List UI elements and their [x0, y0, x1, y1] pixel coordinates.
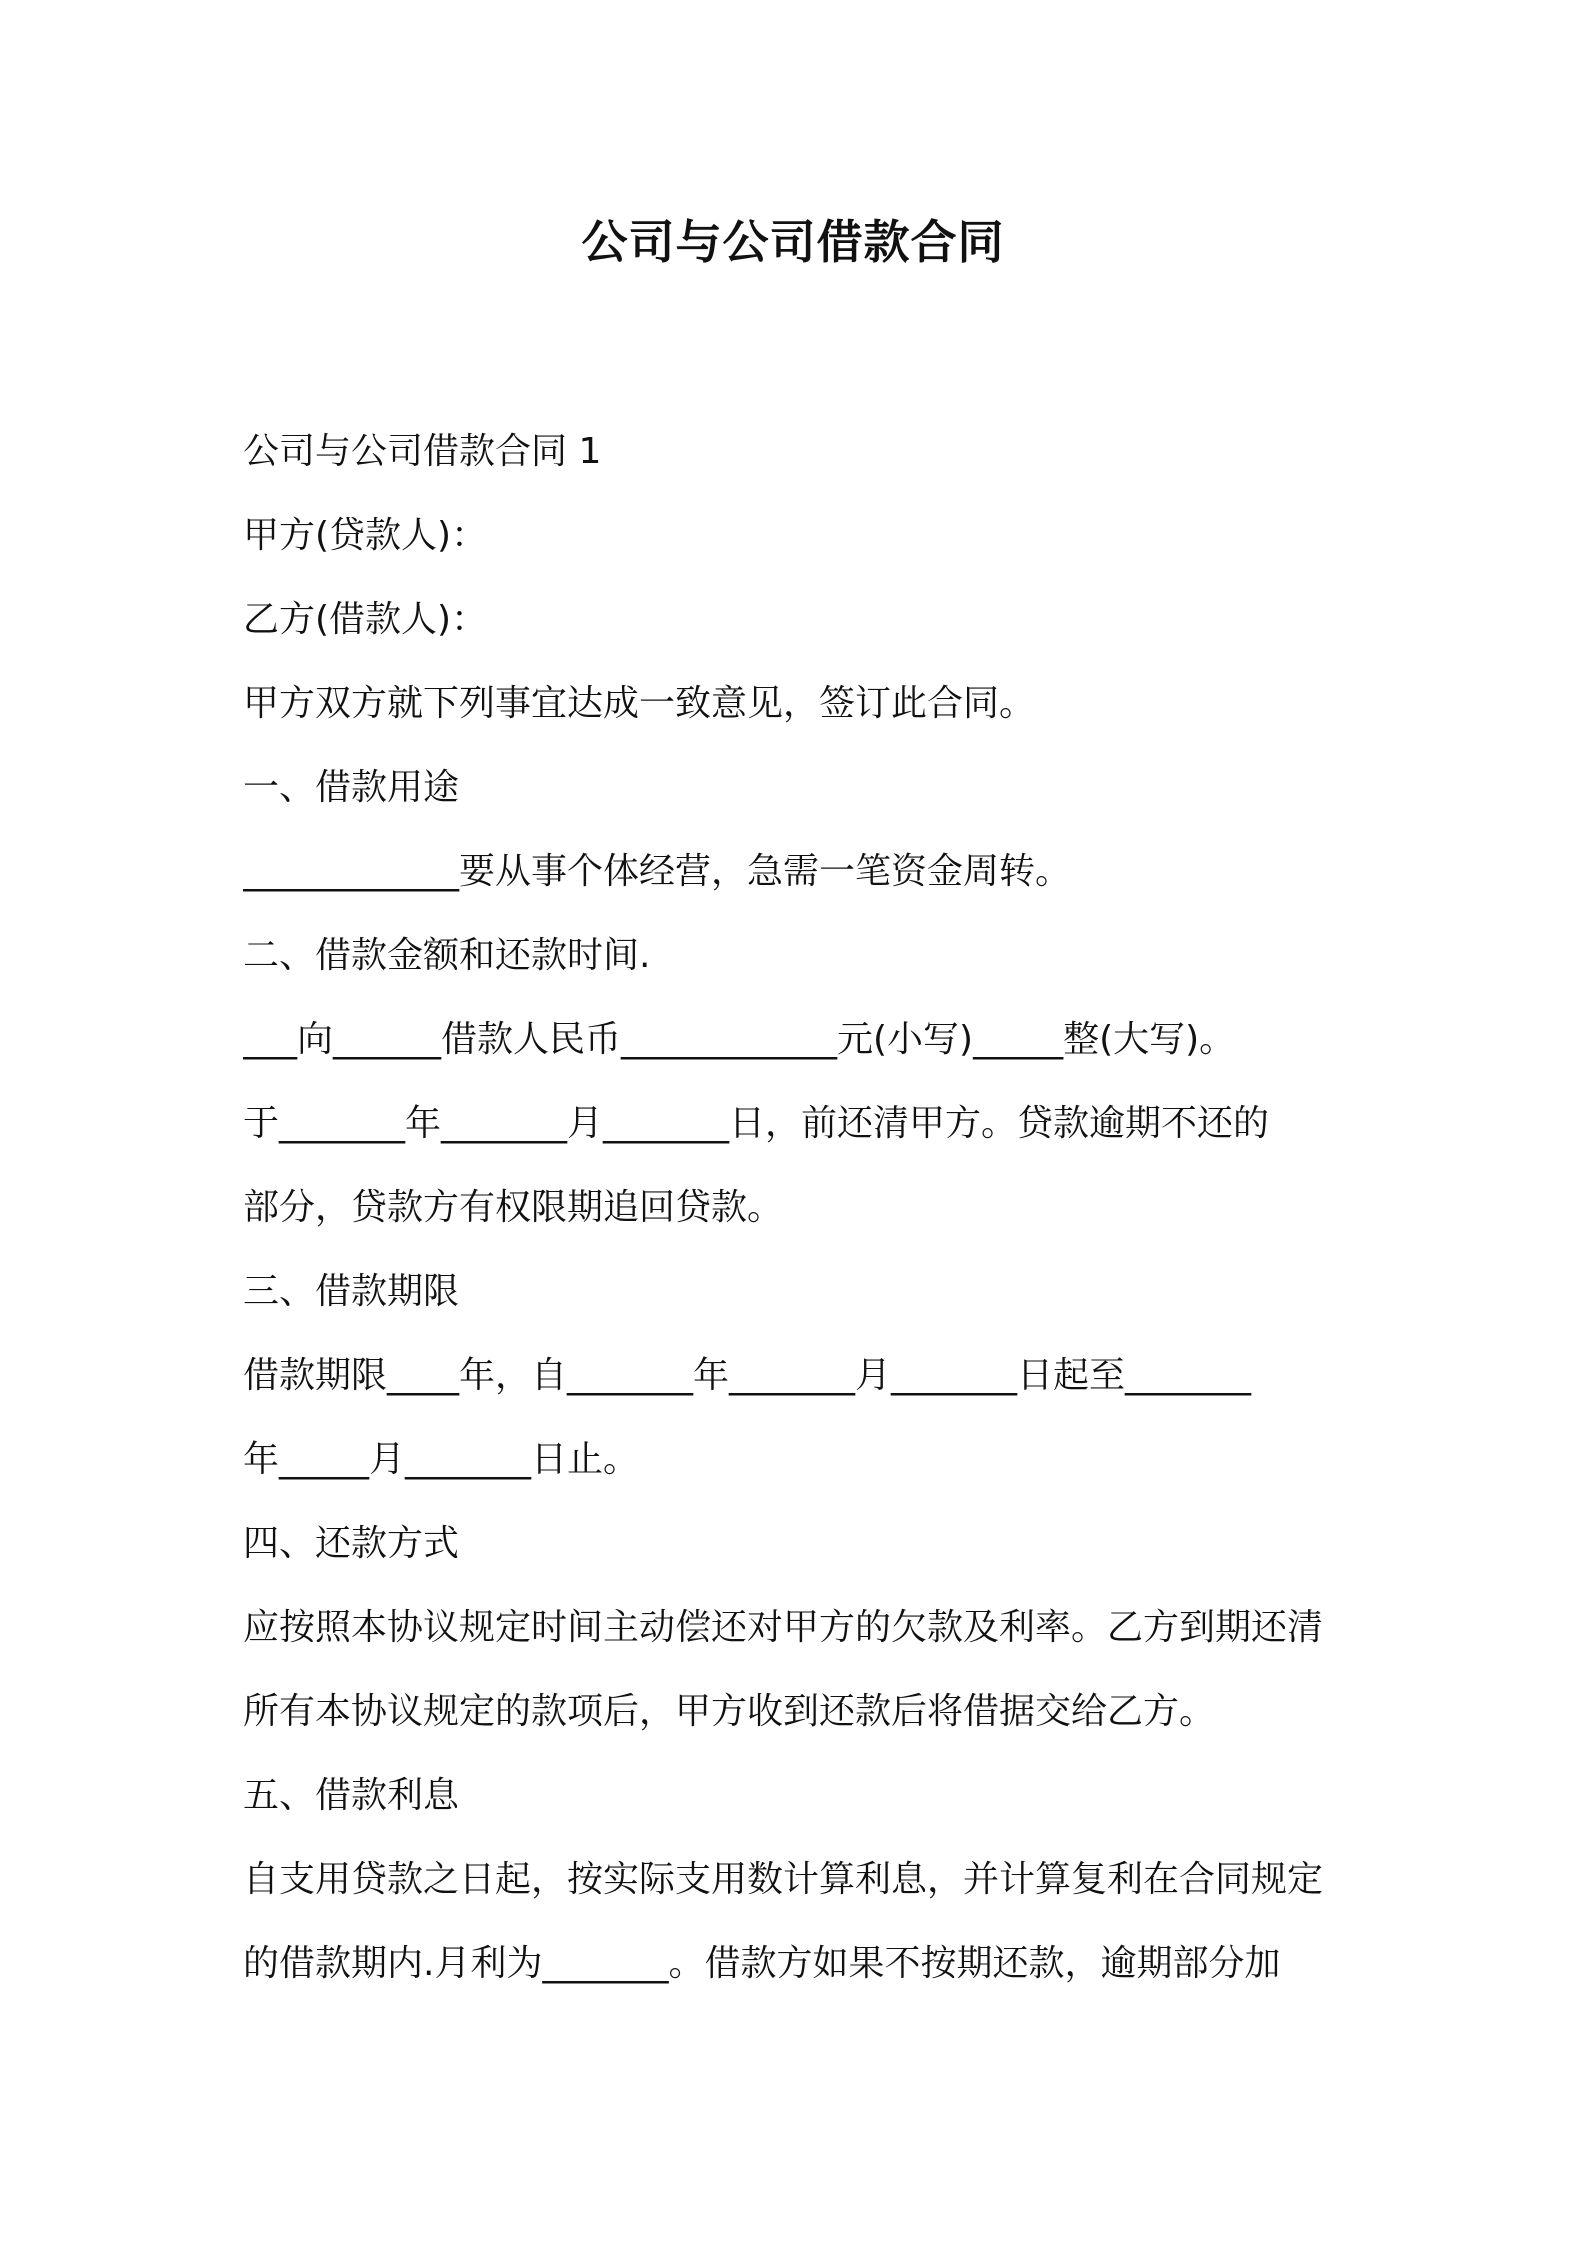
section-heading-amount: 二、借款金额和还款时间.	[243, 935, 651, 976]
paragraph-line: 借款期限____年，自_______年_______月_______日起至_______	[243, 1355, 1252, 1396]
section-heading-term: 三、借款期限	[243, 1271, 460, 1312]
section-heading-interest: 五、借款利息	[243, 1775, 460, 1816]
paragraph-line: ____________要从事个体经营，急需一笔资金周转。	[243, 851, 1072, 892]
agreement-intro: 甲方双方就下列事宜达成一致意见，签订此合同。	[243, 683, 1036, 724]
paragraph-line: 应按照本协议规定时间主动偿还对甲方的欠款及利率。乙方到期还清	[243, 1607, 1324, 1648]
section-heading-purpose: 一、借款用途	[243, 767, 460, 808]
document-body	[243, 410, 1355, 2006]
contract-subtitle: 公司与公司借款合同 1	[243, 431, 602, 472]
party-a-line: 甲方(贷款人)：	[243, 515, 488, 556]
paragraph-line: 所有本协议规定的款项后，甲方收到还款后将借据交给乙方。	[243, 1691, 1216, 1732]
document-title: 公司与公司借款合同	[581, 215, 1005, 269]
paragraph-line: 年_____月_______日止。	[243, 1439, 640, 1480]
paragraph-line: 自支用贷款之日起，按实际支用数计算利息，并计算复利在合同规定	[243, 1859, 1324, 1900]
section-heading-repayment: 四、还款方式	[243, 1523, 460, 1564]
paragraph-line: 的借款期内.月利为_______。借款方如果不按期还款，逾期部分加	[243, 1943, 1281, 1984]
party-b-line: 乙方(借款人)：	[243, 599, 488, 640]
paragraph-line: ___向______借款人民币____________元(小写)_____整(大写)。	[243, 1019, 1236, 1060]
paragraph-line: 部分，贷款方有权限期追回贷款。	[243, 1187, 784, 1228]
paragraph-line: 于_______年_______月_______日，前还清甲方。贷款逾期不还的	[243, 1103, 1270, 1144]
